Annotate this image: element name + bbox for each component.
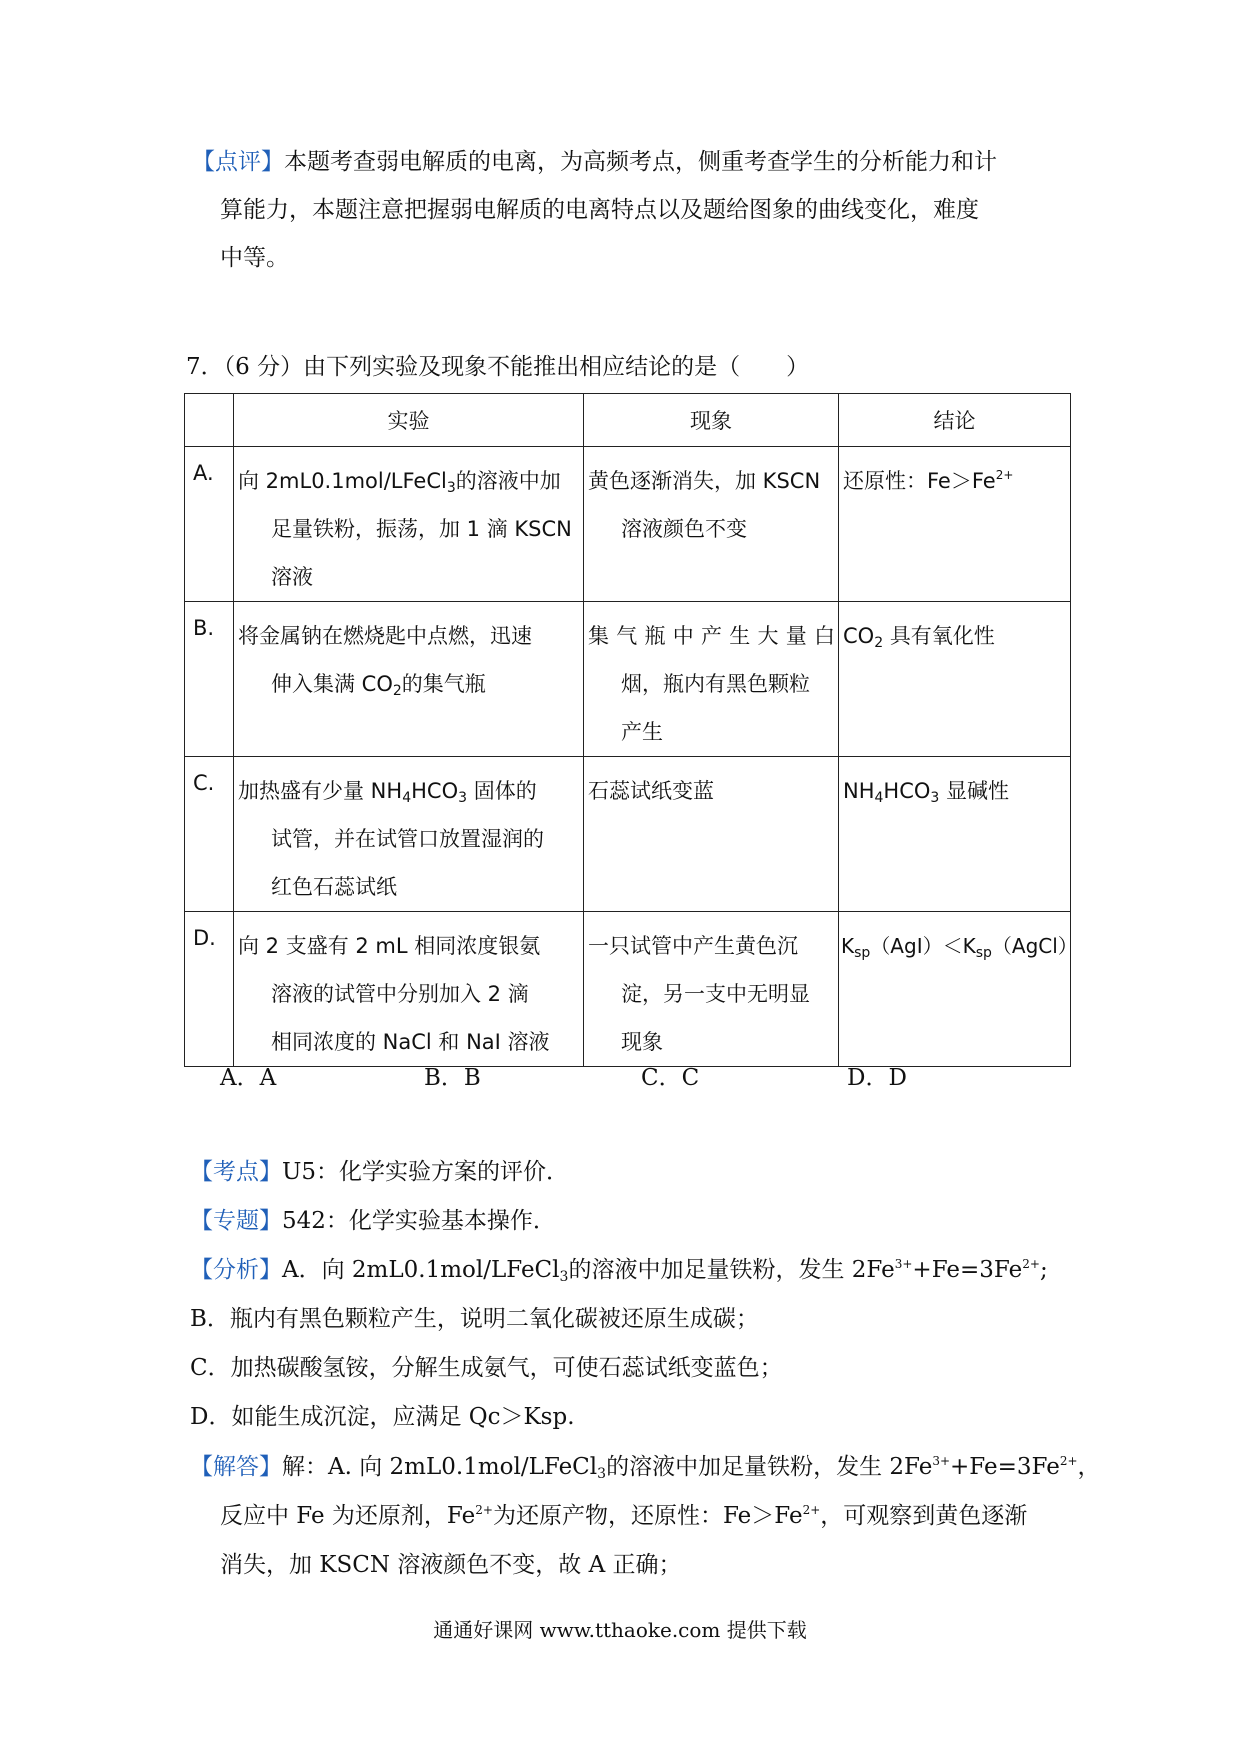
- fenxi-line-b: B．瓶内有黑色颗粒产生，说明二氧化碳被还原生成碳；: [190, 1306, 759, 1332]
- table-row: [185, 447, 1071, 602]
- conclusion-cell: $CO_2$ 具有氧化性: [843, 624, 995, 651]
- fenxi-tag: 【分析】: [190, 1257, 282, 1283]
- experiment-table: [184, 393, 1078, 1067]
- experiment-cell: 将金属钠在燃烧匙中点燃，迅速 伸入集满 $CO_2$的集气瓶: [238, 624, 532, 699]
- phenomenon-cell: 石蕊试纸变蓝: [588, 779, 714, 803]
- header-experiment: 实验: [234, 394, 584, 447]
- header-empty-cell: [185, 394, 234, 447]
- jieda-line-3: 消失，加 KSCN 溶液颜色不变，故 A 正确；: [220, 1552, 682, 1578]
- experiment-cell: 加热盛有少量 $NH_4HCO_3$ 固体的 试管，并在试管口放置湿润的 红色石蕊试纸: [238, 779, 544, 899]
- comment-line-2: 算能力，本题注意把握弱电解质的电离特点以及题给图象的曲线变化，难度: [220, 197, 979, 223]
- experiment-cell: 向 2 支盛有 2 mL 相同浓度银氨 溶液的试管中分别加入 2 滴 相同浓度的 NaCl 和 NaI 溶液: [238, 934, 550, 1054]
- choice-a[interactable]: A．A: [220, 1065, 277, 1091]
- jieda-line-1: 【解答】解：A. 向 2mL0.1mol/LFeCl$_3$的溶液中加足量铁粉，发生 $2Fe^{3+}+Fe=3Fe^{2+}$，: [190, 1454, 1101, 1482]
- conclusion-cell: $NH_4HCO_3$ 显碱性: [843, 779, 1010, 806]
- conclusion-cell: 还原性：$Fe>Fe^{2+}$: [843, 468, 1014, 493]
- choice-b[interactable]: B．B: [424, 1065, 481, 1091]
- row-label: D.: [193, 926, 216, 950]
- row-label: C.: [193, 771, 215, 795]
- table-row: [185, 602, 1071, 757]
- header-conclusion: 结论: [839, 394, 1071, 447]
- kaodian-line: [190, 1157, 569, 1187]
- experiment-cell: 向 2mL0.1mol/LFeCl$_3$的溶液中加 足量铁粉，振荡，加 1 滴 KSCN 溶液: [238, 469, 572, 589]
- phenomenon-cell: 一只试管中产生黄色沉 淀，另一支中无明显 现象: [588, 934, 810, 1054]
- conclusion-cell: $K_{sp}(AgI)<K_{sp}(AgCl)$: [841, 934, 1078, 961]
- zhuanti-line: [190, 1206, 556, 1236]
- table-header-row: [185, 394, 1071, 447]
- choice-d[interactable]: D．D: [847, 1065, 907, 1091]
- header-phenomenon: 现象: [584, 394, 839, 447]
- phenomenon-cell: 黄色逐渐消失，加 KSCN 溶液颜色不变: [588, 469, 821, 541]
- choice-c[interactable]: C．C: [641, 1065, 700, 1091]
- table-row: [185, 912, 1071, 1067]
- question-title: 7．（6 分）由下列实验及现象不能推出相应结论的是（ ）: [186, 354, 810, 380]
- fenxi-line-d: D．如能生成沉淀，应满足 Qc＞Ksp.: [190, 1404, 575, 1430]
- jieda-line-2: 反应中 Fe 为还原剂，$Fe^{2+}$为还原产物，还原性：$Fe>Fe^{2+}$，可观察到黄色逐渐: [220, 1503, 1028, 1529]
- comment-block: [192, 138, 1072, 282]
- zhuanti-text: 542：化学实验基本操作．: [282, 1208, 556, 1234]
- row-label: B.: [193, 616, 215, 640]
- comment-line-1: 本题考查弱电解质的电离，为高频考点，侧重考查学生的分析能力和计: [284, 149, 997, 175]
- kaodian-tag: 【考点】: [190, 1159, 282, 1185]
- zhuanti-tag: 【专题】: [190, 1208, 282, 1234]
- table-row: [185, 757, 1071, 912]
- comment-tag: 【点评】: [192, 149, 284, 175]
- fenxi-line-a: 【分析】A．向 2mL0.1mol/LFeCl$_3$的溶液中加足量铁粉，发生 $2Fe^{3+}+Fe=3Fe^{2+}$;: [190, 1257, 1048, 1285]
- page-footer: 通通好课网 www.tthaoke.com 提供下载: [433, 1618, 807, 1642]
- row-label: A.: [193, 461, 214, 485]
- jieda-tag: 【解答】: [190, 1454, 282, 1480]
- comment-line-3: 中等。: [220, 245, 289, 271]
- phenomenon-cell: 集气瓶中产生大量白 烟，瓶内有黑色颗粒 产生: [588, 624, 835, 744]
- fenxi-line-c: C．加热碳酸氢铵，分解生成氨气，可使石蕊试纸变蓝色；: [190, 1355, 783, 1381]
- kaodian-text: U5：化学实验方案的评价．: [282, 1159, 570, 1185]
